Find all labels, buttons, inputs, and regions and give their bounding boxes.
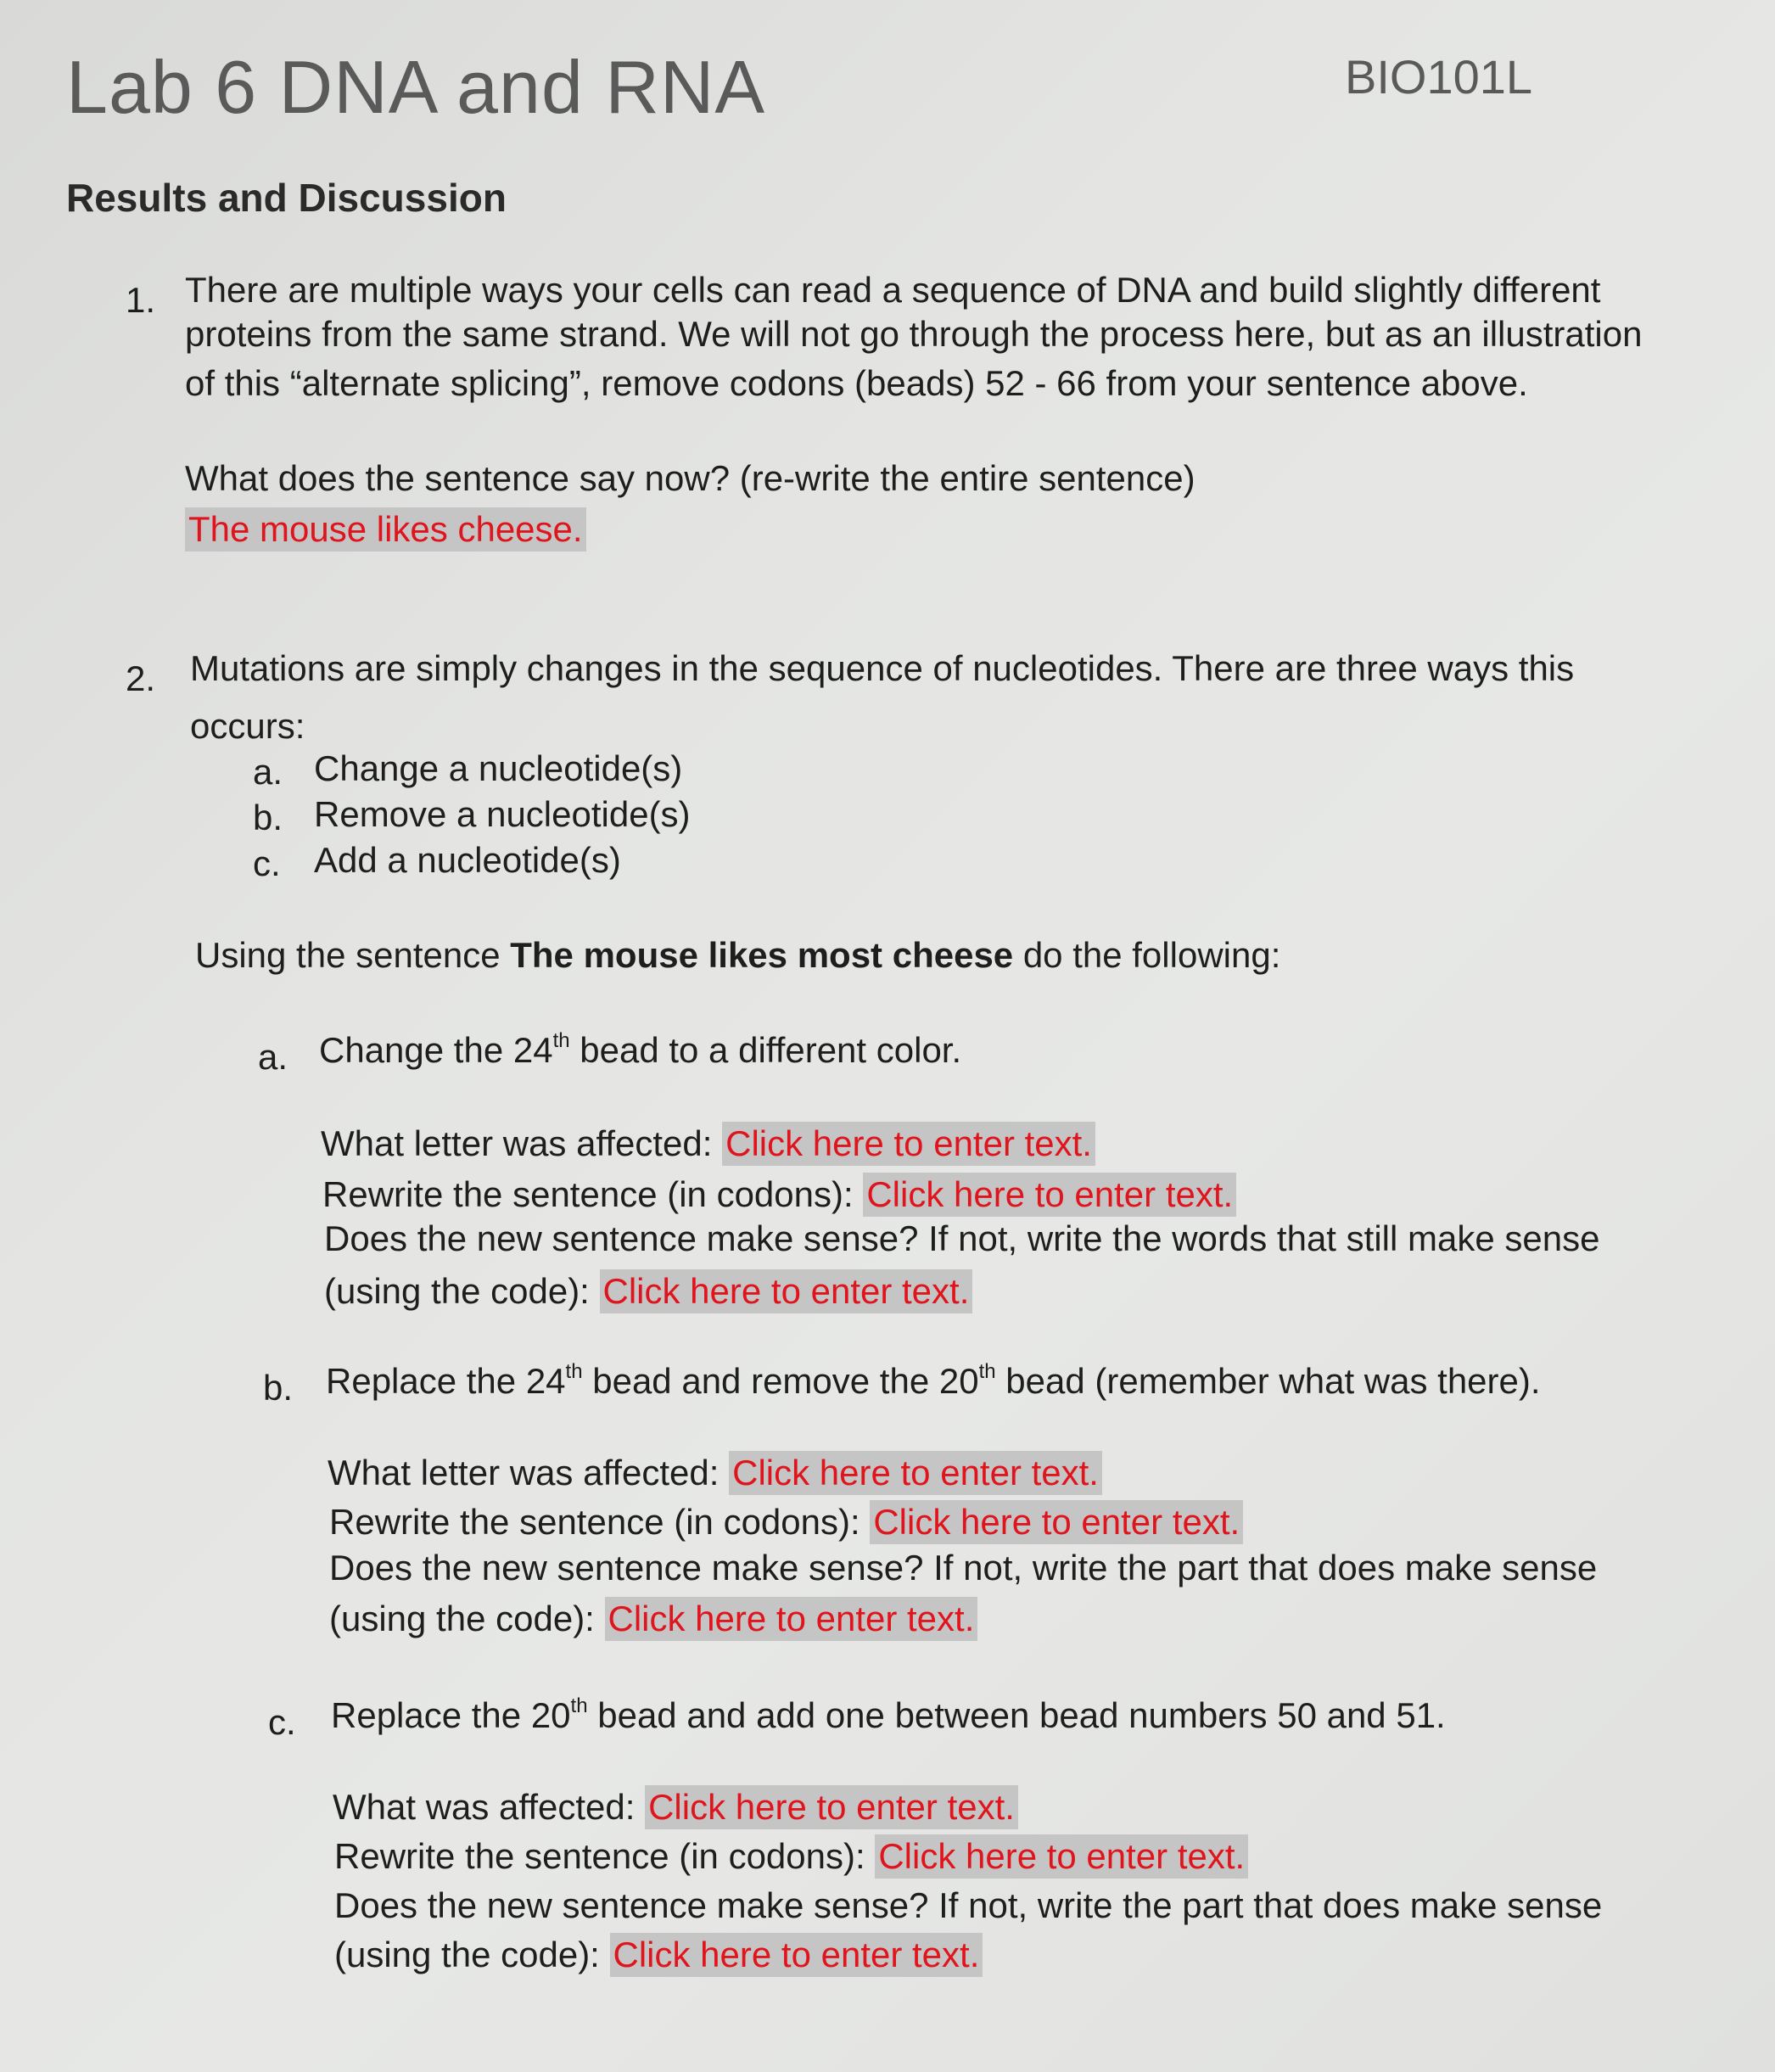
part-a-task-pre: Change the 24 (319, 1030, 553, 1070)
q1-text-line-3: of this “alternate splicing”, remove codons (beads) 52 - 66 from your sentence above. (185, 363, 1528, 403)
q1-prompt: What does the sentence say now? (re-write the entire sentence) (185, 458, 1195, 498)
q1-answer-field[interactable] (185, 507, 586, 552)
part-a-rewrite-field[interactable]: Click here to enter text. (863, 1173, 1236, 1217)
part-c-letter-label: What was affected: (333, 1787, 646, 1827)
way-b-marker: b. (253, 798, 283, 837)
part-b-sense-label: (using the code): (329, 1599, 605, 1638)
using-prefix: Using the sentence (195, 935, 511, 975)
part-a-task (319, 1030, 961, 1071)
way-a-marker: a. (253, 752, 283, 792)
part-c-sense-field[interactable]: Click here to enter text. (610, 1933, 983, 1977)
part-c-task-post: bead and add one between bead numbers 50 and 51. (587, 1695, 1446, 1735)
using-sentence-line (195, 935, 1280, 976)
q1-text-line-1: There are multiple ways your cells can read a sequence of DNA and build slightly different (185, 270, 1601, 310)
part-b-letter-field[interactable]: Click here to enter text. (729, 1451, 1102, 1495)
way-c-text: Add a nucleotide(s) (314, 840, 621, 880)
part-a-task-sup: th (552, 1029, 570, 1052)
way-a-text: Change a nucleotide(s) (314, 748, 683, 788)
part-a-marker: a. (258, 1037, 288, 1077)
part-c-sense-line-1: Does the new sentence make sense? If not, write the part that does make sense (334, 1885, 1603, 1925)
q2-number: 2. (126, 658, 156, 698)
q1-answer-value[interactable]: The mouse likes cheese. (185, 507, 586, 552)
part-c-letter-field[interactable]: Click here to enter text. (645, 1785, 1018, 1829)
part-b-rewrite-field[interactable]: Click here to enter text. (870, 1500, 1243, 1544)
q1-number: 1. (126, 280, 156, 320)
part-b-task-pre: Replace the 24 (326, 1361, 566, 1401)
part-b-task-post: bead and remove the 20 (582, 1361, 979, 1401)
part-b-marker: b. (263, 1368, 294, 1408)
section-heading: Results and Discussion (66, 176, 507, 220)
part-b-sense-field[interactable]: Click here to enter text. (605, 1597, 978, 1641)
way-b-text: Remove a nucleotide(s) (314, 794, 691, 834)
page-title: Lab 6 DNA and RNA (66, 45, 766, 129)
q1-text-line-2: proteins from the same strand. We will not go through the process here, but as an illustration (185, 314, 1643, 354)
part-a-sense-row (324, 1269, 972, 1313)
part-b-sense-row (329, 1597, 977, 1641)
part-c-sense-label: (using the code): (334, 1935, 610, 1974)
part-b-task-sup: th (565, 1360, 583, 1383)
part-a-letter-field[interactable]: Click here to enter text. (722, 1122, 1095, 1166)
part-b-letter-row (328, 1451, 1102, 1495)
using-sentence-bold: The mouse likes most cheese (510, 935, 1014, 975)
part-a-sense-field[interactable]: Click here to enter text. (600, 1269, 973, 1313)
part-c-sense-row (334, 1933, 983, 1977)
part-a-rewrite-row (322, 1173, 1236, 1217)
part-c-rewrite-field[interactable]: Click here to enter text. (875, 1834, 1248, 1879)
part-a-rewrite-label: Rewrite the sentence (in codons): (322, 1174, 864, 1214)
q2-intro-line-2: occurs: (190, 706, 305, 746)
part-c-rewrite-label: Rewrite the sentence (in codons): (334, 1836, 876, 1876)
part-c-task-pre: Replace the 20 (331, 1695, 571, 1735)
using-suffix: do the following: (1013, 935, 1281, 975)
part-c-rewrite-row (334, 1834, 1248, 1879)
part-a-letter-row (321, 1122, 1095, 1166)
part-b-task (326, 1361, 1541, 1402)
q2-intro-line-1: Mutations are simply changes in the sequence of nucleotides. There are three ways this (190, 648, 1575, 688)
part-a-task-post: bead to a different color. (569, 1030, 962, 1070)
part-b-rewrite-row (329, 1500, 1243, 1544)
part-a-sense-label: (using the code): (324, 1271, 600, 1311)
part-b-sense-line-1: Does the new sentence make sense? If not, write the part that does make sense (329, 1548, 1598, 1588)
way-c-marker: c. (253, 843, 281, 883)
part-c-task (331, 1695, 1446, 1736)
part-b-rewrite-label: Rewrite the sentence (in codons): (329, 1502, 871, 1542)
part-b-letter-label: What letter was affected: (328, 1453, 730, 1492)
part-a-letter-label: What letter was affected: (321, 1123, 723, 1163)
part-c-marker: c. (268, 1702, 296, 1742)
part-b-task-sup-2: th (978, 1360, 996, 1383)
part-b-task-post-2: bead (remember what was there). (995, 1361, 1541, 1401)
course-code: BIO101L (1345, 50, 1533, 104)
part-a-sense-line-1: Does the new sentence make sense? If not, write the words that still make sense (324, 1218, 1600, 1258)
part-c-letter-row (333, 1785, 1018, 1829)
part-c-task-sup: th (570, 1694, 588, 1717)
